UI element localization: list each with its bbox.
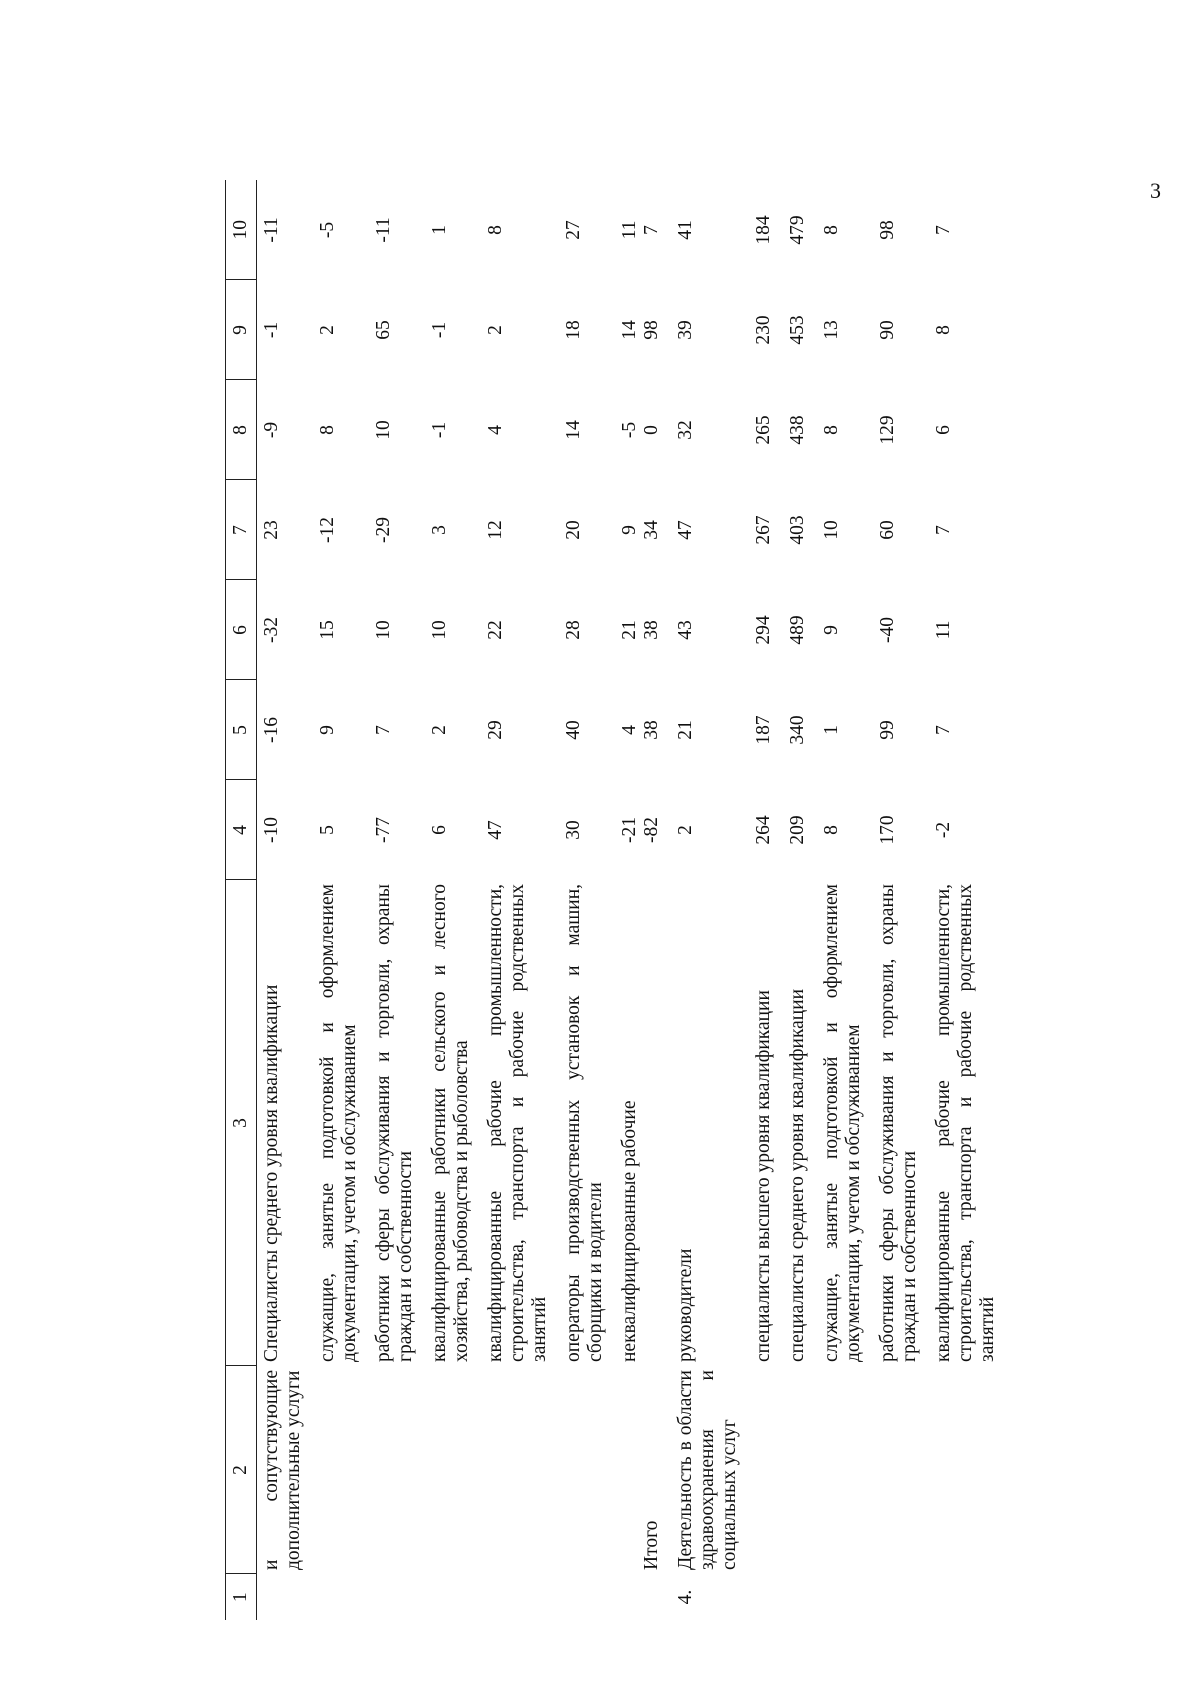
activity-cell bbox=[551, 1366, 607, 1574]
value-cell-col-6: 21 bbox=[619, 620, 640, 640]
value-cell-col-8: 4 bbox=[485, 425, 506, 435]
value-cell-col-5: -16 bbox=[261, 717, 282, 743]
value-cell-col-8: 32 bbox=[675, 420, 696, 440]
occupation-cell: Специалисты среднего уровня квалификации bbox=[261, 984, 282, 1362]
value-cell-col-6: 294 bbox=[753, 615, 774, 645]
value-cell-col-7: 23 bbox=[261, 520, 282, 540]
value-cell-col-4: 170 bbox=[877, 815, 898, 845]
value-cell-col-4: 6 bbox=[429, 825, 450, 835]
value-cell-col-5: 9 bbox=[317, 725, 338, 735]
table-row bbox=[417, 180, 473, 1620]
table-row bbox=[257, 180, 306, 1620]
value-cell-col-9: 13 bbox=[821, 320, 842, 340]
value-cell-col-9: 18 bbox=[563, 320, 584, 340]
table-row bbox=[361, 180, 417, 1620]
row-number-cell bbox=[865, 1574, 921, 1620]
value-cell-col-5: 4 bbox=[619, 725, 640, 735]
value-cell-col-7: 3 bbox=[429, 525, 450, 535]
activity-cell: Итого bbox=[641, 1520, 662, 1570]
activity-cell: Деятельность в области здравоохранения и социальных услуг bbox=[675, 1370, 740, 1570]
value-cell-col-7: 20 bbox=[563, 520, 584, 540]
table-row bbox=[775, 180, 809, 1620]
value-cell-col-4: -10 bbox=[261, 817, 282, 843]
value-cell-col-4: 2 bbox=[675, 825, 696, 835]
table-header bbox=[226, 180, 257, 1620]
value-cell-col-5: 38 bbox=[641, 720, 662, 740]
value-cell-col-9: 2 bbox=[485, 325, 506, 335]
table-row bbox=[921, 180, 999, 1620]
activity-cell bbox=[809, 1366, 865, 1574]
activity-cell bbox=[607, 1366, 641, 1574]
value-cell-col-6: 489 bbox=[787, 615, 808, 645]
value-cell-col-7: -29 bbox=[373, 517, 394, 543]
table-row bbox=[607, 180, 641, 1620]
value-cell-col-7: 10 bbox=[821, 520, 842, 540]
value-cell-col-10: -11 bbox=[261, 217, 282, 243]
table-row bbox=[473, 180, 551, 1620]
value-cell-col-6: -40 bbox=[877, 617, 898, 643]
value-cell-col-10: 479 bbox=[787, 215, 808, 245]
header-cell-7: 7 bbox=[226, 480, 257, 580]
value-cell-col-7: -12 bbox=[317, 517, 338, 543]
header-cell-8: 8 bbox=[226, 380, 257, 480]
value-cell-col-5: 7 bbox=[933, 725, 954, 735]
table-row bbox=[641, 180, 663, 1620]
occupation-cell: специалисты среднего уровня квалификации bbox=[787, 988, 808, 1362]
row-number-cell bbox=[641, 1574, 663, 1620]
value-cell-col-4: 209 bbox=[787, 815, 808, 845]
value-cell-col-6: 11 bbox=[933, 620, 954, 640]
row-number-cell bbox=[809, 1574, 865, 1620]
header-row bbox=[226, 180, 257, 1620]
value-cell-col-10: 184 bbox=[753, 215, 774, 245]
activity-cell bbox=[417, 1366, 473, 1574]
value-cell-col-8: -9 bbox=[261, 421, 282, 439]
value-cell-col-7: 403 bbox=[787, 515, 808, 545]
value-cell-col-8: 265 bbox=[753, 415, 774, 445]
value-cell-col-10: 1 bbox=[429, 225, 450, 235]
value-cell-col-6: 15 bbox=[317, 620, 338, 640]
header-cell-1: 1 bbox=[226, 1574, 257, 1620]
value-cell-col-6: 38 bbox=[641, 620, 662, 640]
value-cell-col-9: 2 bbox=[317, 325, 338, 335]
row-number-cell bbox=[473, 1574, 551, 1620]
value-cell-col-7: 47 bbox=[675, 520, 696, 540]
value-cell-col-8: 8 bbox=[317, 425, 338, 435]
value-cell-col-10: 11 bbox=[619, 220, 640, 240]
value-cell-col-5: 2 bbox=[429, 725, 450, 735]
occupation-cell: руководители bbox=[675, 1248, 696, 1362]
value-cell-col-8: 129 bbox=[877, 415, 898, 445]
value-cell-col-5: 21 bbox=[675, 720, 696, 740]
value-cell-col-8: 0 bbox=[641, 425, 662, 435]
value-cell-col-7: 267 bbox=[753, 515, 774, 545]
value-cell-col-4: 5 bbox=[317, 825, 338, 835]
value-cell-col-4: -2 bbox=[933, 821, 954, 839]
value-cell-col-9: 230 bbox=[753, 315, 774, 345]
occupation-cell: квалифицированные рабочие промышленности, строительства, транспорта и рабочие родственных занятий bbox=[933, 884, 998, 1362]
value-cell-col-8: -1 bbox=[429, 421, 450, 439]
header-cell-2: 2 bbox=[226, 1366, 257, 1574]
activity-cell: и сопутствующие дополнительные услуги bbox=[261, 1370, 304, 1570]
row-number-cell bbox=[551, 1574, 607, 1620]
value-cell-col-6: 10 bbox=[429, 620, 450, 640]
value-cell-col-8: 8 bbox=[821, 425, 842, 435]
row-number-cell bbox=[257, 1574, 306, 1620]
value-cell-col-5: 340 bbox=[787, 715, 808, 745]
activity-cell bbox=[775, 1366, 809, 1574]
value-cell-col-9: 98 bbox=[641, 320, 662, 340]
value-cell-col-10: 8 bbox=[821, 225, 842, 235]
row-number-cell bbox=[361, 1574, 417, 1620]
row-number-cell bbox=[741, 1574, 775, 1620]
value-cell-col-4: 30 bbox=[563, 820, 584, 840]
header-cell-4: 4 bbox=[226, 780, 257, 880]
value-cell-col-8: 10 bbox=[373, 420, 394, 440]
occupation-cell: квалифицированные работники сельского и лесного хозяйства, рыбоводства и рыболовства bbox=[429, 884, 472, 1362]
value-cell-col-9: -1 bbox=[261, 321, 282, 339]
table-row bbox=[551, 180, 607, 1620]
value-cell-col-10: -5 bbox=[317, 221, 338, 239]
occupation-cell: служащие, занятые подготовкой и оформлением документации, учетом и обслуживанием bbox=[821, 884, 864, 1362]
activity-cell bbox=[473, 1366, 551, 1574]
value-cell-col-6: 9 bbox=[821, 625, 842, 635]
value-cell-col-6: 10 bbox=[373, 620, 394, 640]
value-cell-col-8: 6 bbox=[933, 425, 954, 435]
value-cell-col-4: -77 bbox=[373, 817, 394, 843]
value-cell-col-9: 453 bbox=[787, 315, 808, 345]
activity-cell bbox=[921, 1366, 999, 1574]
activity-cell bbox=[741, 1366, 775, 1574]
header-cell-3: 3 bbox=[226, 880, 257, 1366]
table-row bbox=[663, 180, 741, 1620]
occupation-cell: неквалифицированные рабочие bbox=[619, 1100, 640, 1362]
value-cell-col-10: 27 bbox=[563, 220, 584, 240]
value-cell-col-9: 90 bbox=[877, 320, 898, 340]
value-cell-col-4: -21 bbox=[619, 817, 640, 843]
header-cell-9: 9 bbox=[226, 280, 257, 380]
value-cell-col-4: 8 bbox=[821, 825, 842, 835]
value-cell-col-9: 65 bbox=[373, 320, 394, 340]
value-cell-col-5: 40 bbox=[563, 720, 584, 740]
value-cell-col-7: 7 bbox=[933, 525, 954, 535]
value-cell-col-5: 187 bbox=[753, 715, 774, 745]
value-cell-col-8: 14 bbox=[563, 420, 584, 440]
occupation-cell: квалифицированные рабочие промышленности, строительства, транспорта и рабочие родственных занятий bbox=[485, 884, 550, 1362]
occupation-cell: работники сферы обслуживания и торговли, охраны граждан и собственности bbox=[877, 884, 920, 1362]
value-cell-col-5: 99 bbox=[877, 720, 898, 740]
header-cell-10: 10 bbox=[226, 180, 257, 280]
value-cell-col-10: 7 bbox=[933, 225, 954, 235]
value-cell-col-9: 39 bbox=[675, 320, 696, 340]
activity-cell bbox=[361, 1366, 417, 1574]
occupation-cell: специалисты высшего уровня квалификации bbox=[753, 990, 774, 1362]
value-cell-col-6: 43 bbox=[675, 620, 696, 640]
row-number-cell: 4. bbox=[675, 1589, 696, 1605]
value-cell-col-6: 22 bbox=[485, 620, 506, 640]
value-cell-col-10: 8 bbox=[485, 225, 506, 235]
row-number-cell bbox=[305, 1574, 361, 1620]
table-row bbox=[865, 180, 921, 1620]
occupation-cell: операторы производственных установок и машин, сборщики и водители bbox=[563, 884, 606, 1362]
value-cell-col-9: 8 bbox=[933, 325, 954, 335]
table-row bbox=[809, 180, 865, 1620]
value-cell-col-6: 28 bbox=[563, 620, 584, 640]
value-cell-col-5: 29 bbox=[485, 720, 506, 740]
occupation-cell: служащие, занятые подготовкой и оформлением документации, учетом и обслуживанием bbox=[317, 884, 360, 1362]
table-row bbox=[305, 180, 361, 1620]
table-body bbox=[257, 180, 1000, 1620]
value-cell-col-7: 60 bbox=[877, 520, 898, 540]
activity-cell bbox=[865, 1366, 921, 1574]
row-number-cell bbox=[417, 1574, 473, 1620]
value-cell-col-4: 47 bbox=[485, 820, 506, 840]
value-cell-col-10: 41 bbox=[675, 220, 696, 240]
row-number-cell bbox=[775, 1574, 809, 1620]
value-cell-col-9: -1 bbox=[429, 321, 450, 339]
value-cell-col-8: 438 bbox=[787, 415, 808, 445]
value-cell-col-4: -82 bbox=[641, 817, 662, 843]
rotated-table-container bbox=[225, 180, 1045, 1620]
value-cell-col-5: 7 bbox=[373, 725, 394, 735]
data-table bbox=[225, 180, 999, 1620]
value-cell-col-6: -32 bbox=[261, 617, 282, 643]
value-cell-col-7: 34 bbox=[641, 520, 662, 540]
table-row bbox=[741, 180, 775, 1620]
row-number-cell bbox=[607, 1574, 641, 1620]
value-cell-col-10: 98 bbox=[877, 220, 898, 240]
value-cell-col-8: -5 bbox=[619, 421, 640, 439]
header-cell-5: 5 bbox=[226, 680, 257, 780]
value-cell-col-4: 264 bbox=[753, 815, 774, 845]
value-cell-col-10: -11 bbox=[373, 217, 394, 243]
value-cell-col-9: 14 bbox=[619, 320, 640, 340]
occupation-cell bbox=[641, 880, 663, 1366]
activity-cell bbox=[305, 1366, 361, 1574]
row-number-cell bbox=[921, 1574, 999, 1620]
value-cell-col-7: 12 bbox=[485, 520, 506, 540]
value-cell-col-7: 9 bbox=[619, 525, 640, 535]
header-cell-6: 6 bbox=[226, 580, 257, 680]
value-cell-col-5: 1 bbox=[821, 725, 842, 735]
value-cell-col-10: 7 bbox=[641, 225, 662, 235]
page-number: 3 bbox=[1150, 178, 1161, 203]
occupation-cell: работники сферы обслуживания и торговли, охраны граждан и собственности bbox=[373, 884, 416, 1362]
